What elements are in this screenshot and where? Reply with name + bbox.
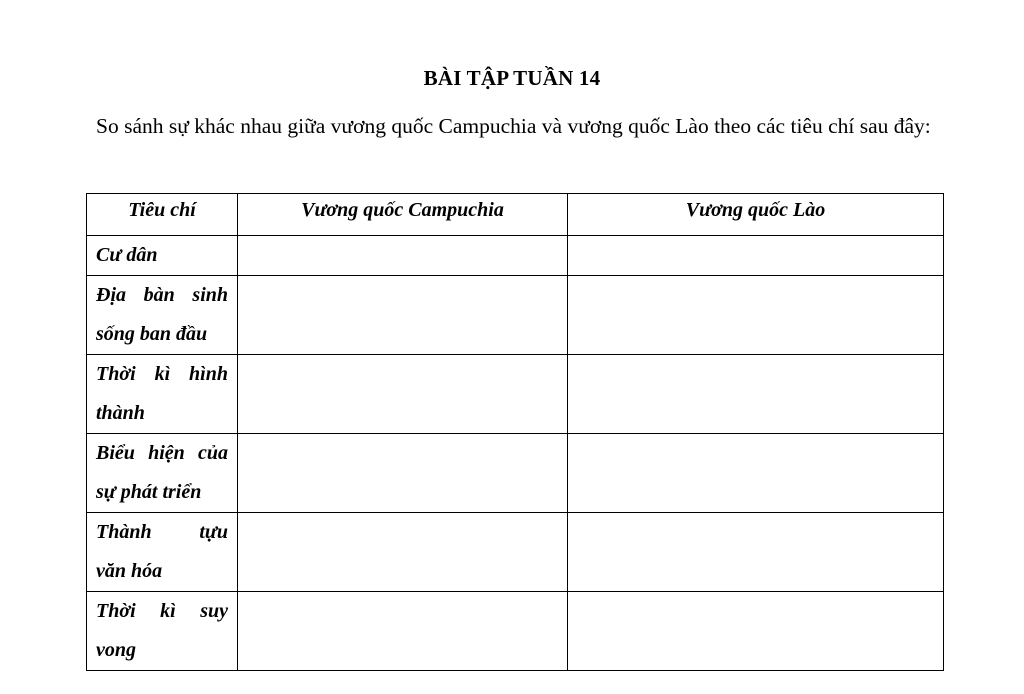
- cell-campuchia[interactable]: [238, 513, 568, 592]
- row-label-line1: Thành tựu: [96, 521, 228, 543]
- row-label-line2: văn hóa: [96, 560, 163, 582]
- row-label: [87, 276, 238, 355]
- cell-campuchia[interactable]: [238, 434, 568, 513]
- row-label: [87, 434, 238, 513]
- header-campuchia: Vương quốc Campuchia: [238, 194, 568, 236]
- row-label-line1: Thời kì hình: [96, 363, 228, 385]
- row-label-line1: Thời kì suy: [96, 600, 228, 622]
- cell-lao[interactable]: [568, 513, 944, 592]
- table-row: [87, 276, 944, 355]
- row-label: [87, 592, 238, 671]
- cell-campuchia[interactable]: [238, 592, 568, 671]
- table-row: [87, 592, 944, 671]
- instruction-text: So sánh sự khác nhau giữa vương quốc Campuchia và vương quốc Lào theo các tiêu chí sau đây:: [96, 114, 931, 138]
- worksheet-title: BÀI TẬP TUẦN 14: [423, 66, 601, 90]
- cell-lao[interactable]: [568, 236, 944, 276]
- row-label-line1: Biểu hiện của: [96, 442, 228, 464]
- cell-campuchia[interactable]: [238, 236, 568, 276]
- table-row: [87, 434, 944, 513]
- table-row: [87, 355, 944, 434]
- row-label: [87, 236, 238, 276]
- cell-campuchia[interactable]: [238, 276, 568, 355]
- comparison-table: [86, 193, 944, 671]
- row-label-line2: sự phát triển: [96, 481, 202, 503]
- row-label: [87, 513, 238, 592]
- cell-lao[interactable]: [568, 592, 944, 671]
- row-label: [87, 355, 238, 434]
- row-label-line2: vong: [96, 639, 136, 661]
- table-header-row: [87, 194, 944, 236]
- row-label-line2: thành: [96, 402, 145, 424]
- table-row: [87, 236, 944, 276]
- cell-lao[interactable]: [568, 276, 944, 355]
- cell-lao[interactable]: [568, 355, 944, 434]
- header-lao: Vương quốc Lào: [568, 194, 944, 236]
- cell-campuchia[interactable]: [238, 355, 568, 434]
- header-criteria: Tiêu chí: [87, 194, 238, 236]
- row-label-line1: Cư dân: [96, 244, 158, 266]
- table-row: [87, 513, 944, 592]
- row-label-line2: sống ban đầu: [96, 323, 208, 345]
- row-label-line1: Địa bàn sinh: [96, 284, 228, 306]
- cell-lao[interactable]: [568, 434, 944, 513]
